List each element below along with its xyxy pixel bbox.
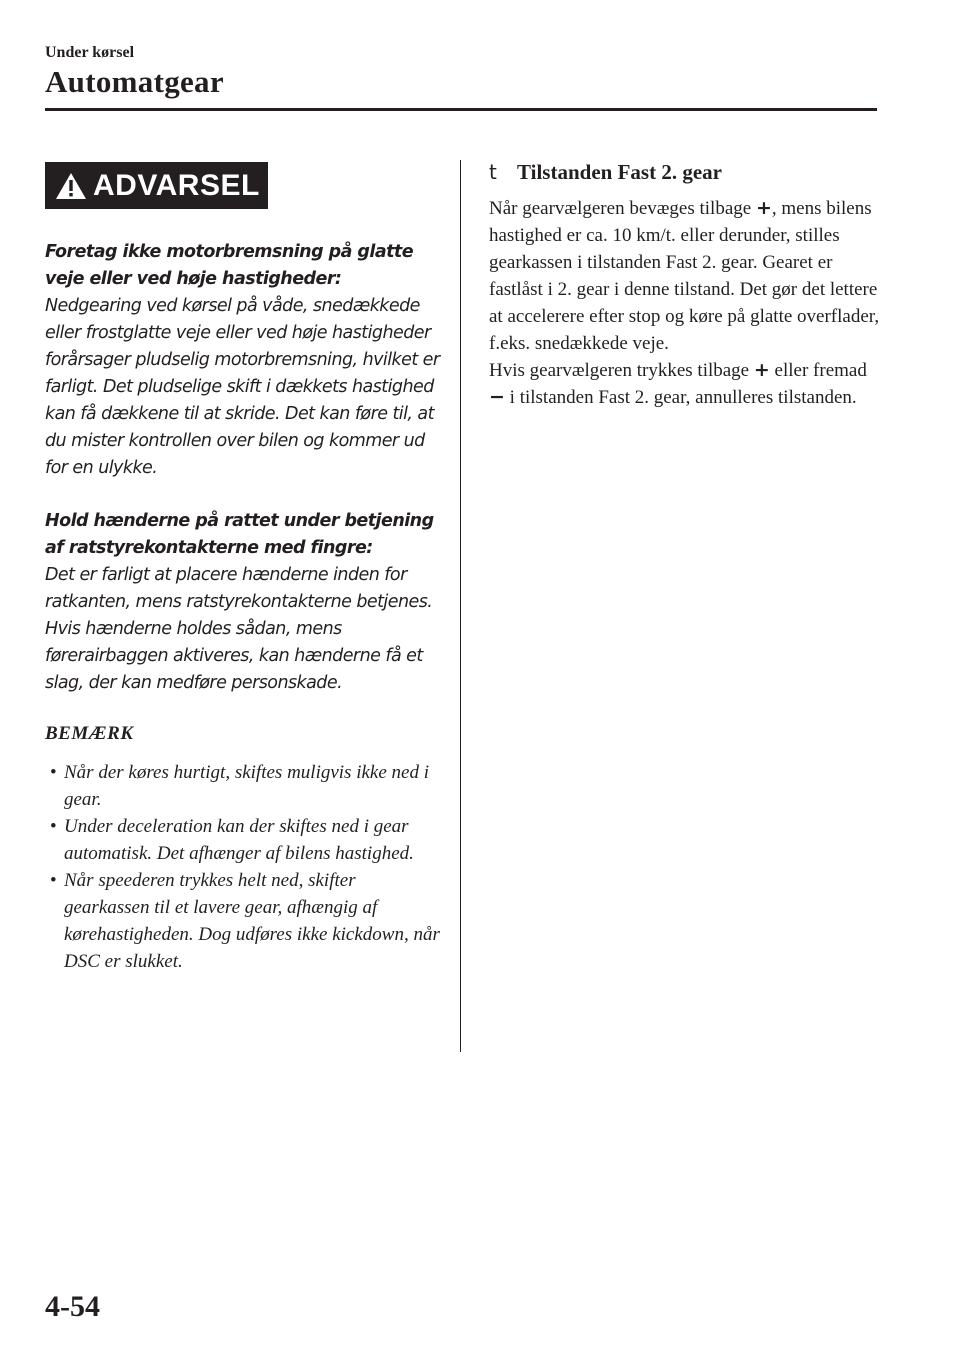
note-item xyxy=(45,813,445,867)
minus-icon: − xyxy=(489,386,505,408)
warning-triangle-icon xyxy=(55,172,87,200)
body-text: , mens bilens hastighed er ca. 10 km/t. eller derunder, stilles gearkassen i tilstanden Fast 2. gear. Gearet er fastlåst i 2. gear i denne tilstand. Det gør det lettere at accelerere efter stop og køre på glatte overflader, f.eks. snedækkede veje. xyxy=(489,198,880,354)
warning-text: Det er farligt at placere hænderne inden for ratkanten, mens ratstyrekontakterne betjenes. Hvis hænderne holdes sådan, mens førerairbaggen aktiveres, kan hænderne få et slag, der kan medføre personskade. xyxy=(45,565,433,693)
bullet: • xyxy=(50,816,57,837)
note-item xyxy=(45,759,445,813)
section-label: Under kørsel xyxy=(45,44,135,61)
note-text: Når speederen trykkes helt ned, skifter gearkassen til et lavere gear, afhængig af kørehastigheden. Dog udføres ikke kickdown, når DSC er slukket. xyxy=(64,870,440,972)
note-item xyxy=(45,867,445,975)
note-text: Under deceleration kan der skiftes ned i gear automatisk. Det afhænger af bilens hastighed. xyxy=(64,816,414,864)
body-text: Hvis gearvælgeren trykkes tilbage xyxy=(489,360,754,381)
warning-heading: Hold hænderne på rattet under betjening af ratstyrekontakterne med fingre: xyxy=(45,511,434,558)
plus-icon: + xyxy=(755,197,772,219)
warning-text: Nedgearing ved kørsel på våde, snedækkede eller frostglatte veje eller ved høje hastigheder forårsager pludselig motorbremsning, hvilket er farligt. Det pludselige skift i dækkets hastighed kan få dækkene til at skride. Det kan føre til, at du mister kontrollen over bilen og kommer ud for en ulykke. xyxy=(45,296,440,478)
body-text: Når gearvælgeren bevæges tilbage xyxy=(489,198,756,219)
plus-icon: + xyxy=(753,359,770,381)
bullet: • xyxy=(50,870,57,891)
section-body xyxy=(489,195,881,411)
section-marker-icon: t xyxy=(489,160,497,184)
warning-block xyxy=(45,508,445,697)
right-column xyxy=(489,160,881,411)
warning-banner xyxy=(45,162,268,209)
bullet: • xyxy=(50,762,57,783)
column-divider xyxy=(460,160,461,1052)
warning-block xyxy=(45,239,445,482)
page-number: 4-54 xyxy=(45,1290,100,1323)
body-text: eller fremad xyxy=(769,360,867,381)
section-heading-text: Tilstanden Fast 2. gear xyxy=(517,160,722,184)
left-column xyxy=(45,162,445,975)
warning-label: ADVARSEL xyxy=(93,168,260,202)
note-list xyxy=(45,759,445,975)
note-heading: BEMÆRK xyxy=(45,723,134,744)
chapter-title: Automatgear xyxy=(45,64,224,99)
note-text: Når der køres hurtigt, skiftes muligvis ikke ned i gear. xyxy=(64,762,429,810)
section-heading xyxy=(489,160,881,185)
warning-heading: Foretag ikke motorbremsning på glatte veje eller ved høje hastigheder: xyxy=(45,242,414,289)
header-rule xyxy=(45,108,877,111)
body-text: i tilstanden Fast 2. gear, annulleres tilstanden. xyxy=(504,387,857,408)
